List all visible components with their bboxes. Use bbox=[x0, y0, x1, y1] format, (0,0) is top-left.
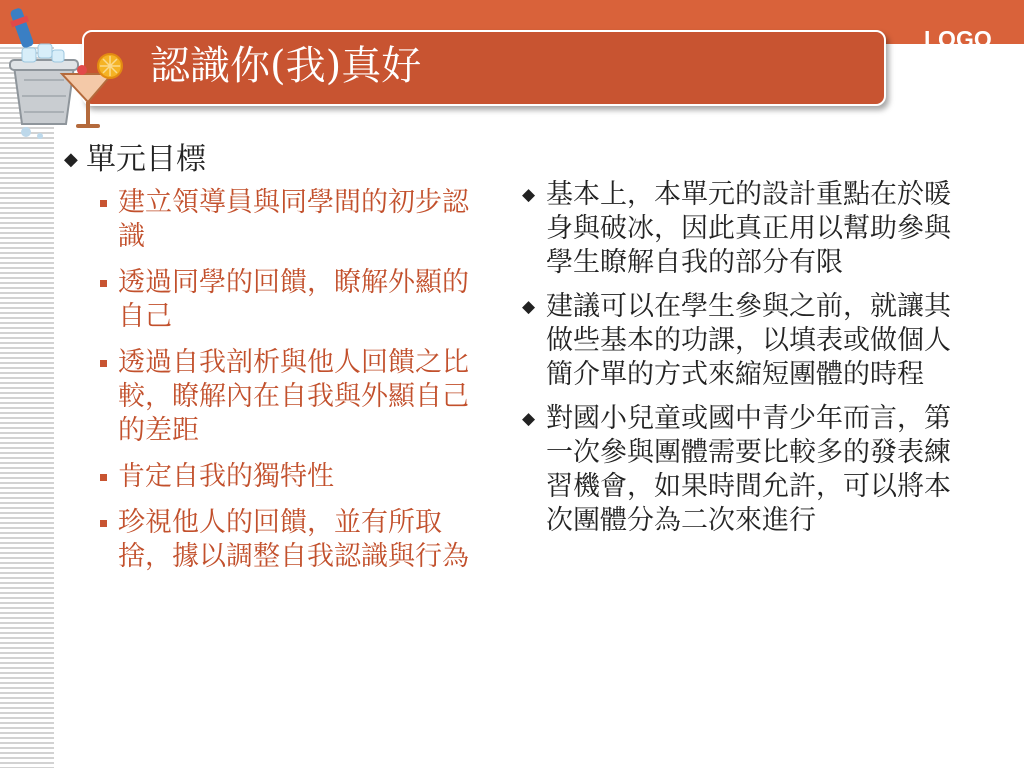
list-item bbox=[60, 506, 470, 574]
slide-title: 認識你(我)真好 bbox=[150, 43, 422, 89]
diamond-bullet-icon: ◆ bbox=[522, 297, 536, 317]
note-text: 建議可以在學生參與之前，就讓其做些基本的功課，以填表或做個人簡介單的方式來縮短團體的時程 bbox=[546, 291, 951, 390]
list-item-text: 透過自我剖析與他人回饋之比較，瞭解內在自我與外顯自己的差距 bbox=[118, 347, 469, 446]
list-item-text: 肯定自我的獨特性 bbox=[118, 461, 334, 492]
list-item-text: 透過同學的回饋，瞭解外顯的自己 bbox=[118, 267, 469, 332]
heading-text: 單元目標 bbox=[86, 142, 206, 177]
goal-list bbox=[60, 186, 470, 574]
logo: LOGO bbox=[924, 26, 992, 52]
note-item bbox=[520, 290, 960, 392]
list-item-text: 珍視他人的回饋，並有所取捨，據以調整自我認識與行為 bbox=[118, 507, 469, 572]
section-heading bbox=[60, 140, 470, 180]
note-item bbox=[520, 178, 960, 280]
list-item bbox=[60, 460, 470, 494]
diamond-bullet-icon: ◆ bbox=[64, 149, 78, 170]
diamond-bullet-icon: ◆ bbox=[522, 185, 536, 205]
note-item bbox=[520, 402, 960, 538]
square-bullet-icon bbox=[100, 520, 107, 527]
left-column bbox=[60, 140, 470, 586]
ice-bucket-cocktail-icon bbox=[0, 0, 140, 140]
note-text: 對國小兒童或國中青少年而言，第一次參與團體需要比較多的發表練習機會，如果時間允許，可以將本次團體分為二次來進行 bbox=[546, 403, 951, 536]
right-column bbox=[520, 178, 960, 548]
square-bullet-icon bbox=[100, 474, 107, 481]
list-item bbox=[60, 186, 470, 254]
list-item bbox=[60, 346, 470, 448]
list-item bbox=[60, 266, 470, 334]
side-stripes bbox=[0, 44, 54, 768]
square-bullet-icon bbox=[100, 360, 107, 367]
diamond-bullet-icon: ◆ bbox=[522, 409, 536, 429]
square-bullet-icon bbox=[100, 280, 107, 287]
list-item-text: 建立領導員與同學間的初步認識 bbox=[118, 187, 469, 252]
square-bullet-icon bbox=[100, 200, 107, 207]
note-text: 基本上，本單元的設計重點在於暖身與破冰，因此真正用以幫助參與學生瞭解自我的部分有限 bbox=[546, 179, 951, 278]
